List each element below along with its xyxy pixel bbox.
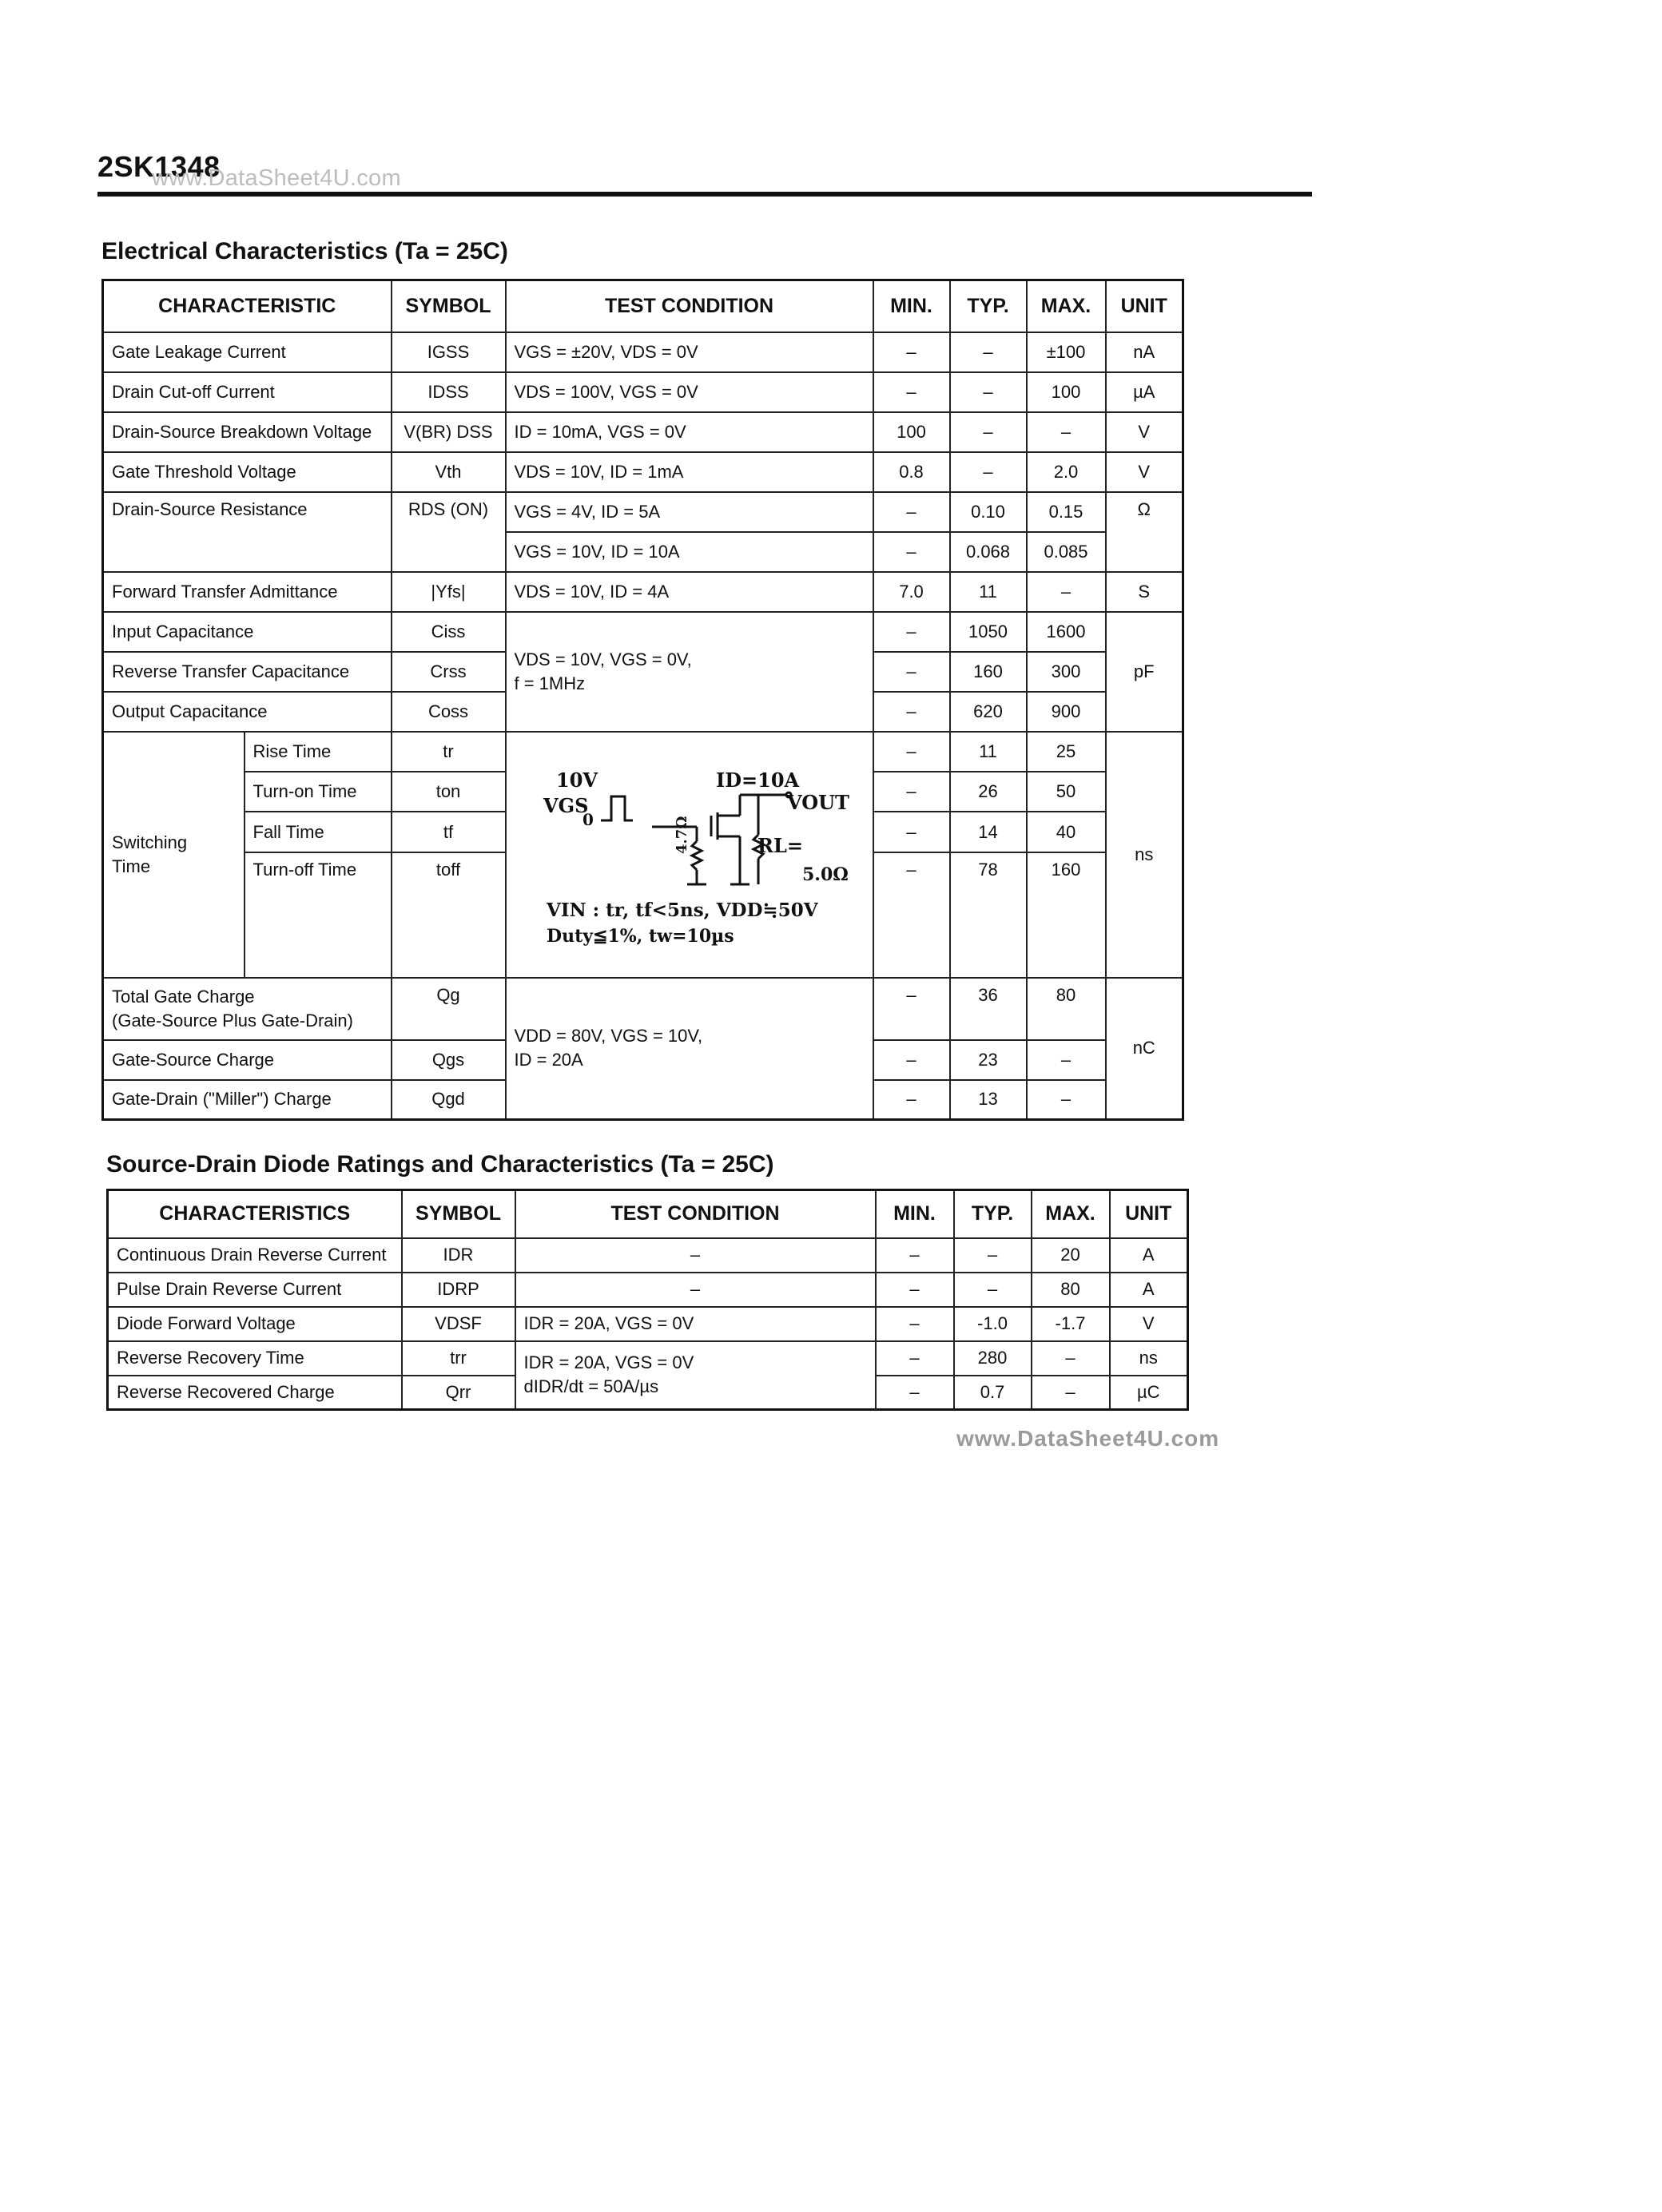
row-typ: – bbox=[950, 372, 1027, 412]
header-characteristic: CHARACTERISTIC bbox=[103, 280, 392, 332]
row-typ: – bbox=[950, 332, 1027, 372]
table-row bbox=[103, 978, 1183, 1040]
row-max: – bbox=[1032, 1341, 1110, 1376]
row-max: 300 bbox=[1027, 652, 1106, 692]
input-pulse-symbol bbox=[601, 796, 633, 820]
row-name: Turn-off Time bbox=[245, 852, 392, 978]
row-min: – bbox=[873, 692, 950, 732]
charge-condition-line2: ID = 20A bbox=[514, 1050, 583, 1070]
row-name: Reverse Transfer Capacitance bbox=[103, 652, 392, 692]
row-name: Drain Cut-off Current bbox=[103, 372, 392, 412]
total-gate-charge-label bbox=[103, 978, 392, 1040]
row-typ: -1.0 bbox=[954, 1307, 1032, 1341]
row-min: – bbox=[876, 1376, 954, 1410]
row-max: – bbox=[1027, 1080, 1106, 1120]
row-symbol: Vth bbox=[392, 452, 506, 492]
header-min: MIN. bbox=[876, 1190, 954, 1238]
row-typ: 0.10 bbox=[950, 492, 1027, 532]
electrical-characteristics-title: Electrical Characteristics (Ta = 25C) bbox=[101, 238, 508, 264]
row-min: – bbox=[873, 492, 950, 532]
row-min: – bbox=[873, 978, 950, 1040]
row-max: – bbox=[1027, 412, 1106, 452]
row-typ: 0.7 bbox=[954, 1376, 1032, 1410]
header-rule bbox=[97, 192, 1312, 197]
header-test-condition: TEST CONDITION bbox=[506, 280, 873, 332]
row-name: Gate-Source Charge bbox=[103, 1040, 392, 1080]
row-name: Gate-Drain ("Miller") Charge bbox=[103, 1080, 392, 1120]
row-symbol: Coss bbox=[392, 692, 506, 732]
table-row bbox=[103, 452, 1183, 492]
row-unit: A bbox=[1110, 1273, 1188, 1307]
switching-circuit-diagram bbox=[507, 733, 873, 977]
row-symbol: ton bbox=[392, 772, 506, 812]
row-unit: nA bbox=[1106, 332, 1183, 372]
row-max: 900 bbox=[1027, 692, 1106, 732]
row-min: – bbox=[873, 772, 950, 812]
header-watermark: www.DataSheet4U.com bbox=[152, 165, 401, 191]
row-name: Pulse Drain Reverse Current bbox=[108, 1273, 402, 1307]
row-max: 80 bbox=[1027, 978, 1106, 1040]
row-typ: 26 bbox=[950, 772, 1027, 812]
table-row bbox=[103, 732, 1183, 772]
row-symbol: trr bbox=[402, 1341, 515, 1376]
capacitance-unit: pF bbox=[1106, 612, 1183, 732]
circuit-rl-label: RL= bbox=[757, 833, 803, 857]
header-max: MAX. bbox=[1027, 280, 1106, 332]
table-header-row bbox=[108, 1190, 1188, 1238]
row-symbol: Qg bbox=[392, 978, 506, 1040]
header-unit: UNIT bbox=[1106, 280, 1183, 332]
row-max: ±100 bbox=[1027, 332, 1106, 372]
row-typ: 0.068 bbox=[950, 532, 1027, 572]
circuit-id-label: ID=10A bbox=[715, 768, 799, 792]
row-min: – bbox=[873, 812, 950, 852]
row-typ: 11 bbox=[950, 732, 1027, 772]
row-typ: 620 bbox=[950, 692, 1027, 732]
row-symbol: VDSF bbox=[402, 1307, 515, 1341]
row-typ: 23 bbox=[950, 1040, 1027, 1080]
total-gate-line1: Total Gate Charge bbox=[112, 986, 255, 1007]
row-unit: µA bbox=[1106, 372, 1183, 412]
row-symbol: V(BR) DSS bbox=[392, 412, 506, 452]
recovery-condition-line2: dIDR/dt = 50A/µs bbox=[523, 1376, 659, 1397]
part-number: 2SK1348 bbox=[97, 150, 221, 183]
row-typ: 1050 bbox=[950, 612, 1027, 652]
row-typ: 78 bbox=[950, 852, 1027, 978]
capacitance-condition-line1: VDS = 10V, VGS = 0V, bbox=[514, 649, 692, 669]
row-min: – bbox=[876, 1273, 954, 1307]
switching-label-line1: Switching bbox=[112, 832, 188, 852]
row-max: 2.0 bbox=[1027, 452, 1106, 492]
header-max: MAX. bbox=[1032, 1190, 1110, 1238]
row-typ: 13 bbox=[950, 1080, 1027, 1120]
row-symbol: IDR bbox=[402, 1238, 515, 1273]
row-max: – bbox=[1027, 572, 1106, 612]
table-row bbox=[103, 572, 1183, 612]
circuit-zero-label: 0 bbox=[582, 809, 594, 829]
row-name: Gate Threshold Voltage bbox=[103, 452, 392, 492]
row-typ: – bbox=[954, 1238, 1032, 1273]
row-symbol: toff bbox=[392, 852, 506, 978]
row-max: 100 bbox=[1027, 372, 1106, 412]
row-unit: S bbox=[1106, 572, 1183, 612]
row-typ: 14 bbox=[950, 812, 1027, 852]
circuit-10v-label: 10V bbox=[555, 768, 598, 792]
row-min: – bbox=[873, 1040, 950, 1080]
header-symbol: SYMBOL bbox=[402, 1190, 515, 1238]
gate-resistor bbox=[692, 841, 702, 870]
header-typ: TYP. bbox=[950, 280, 1027, 332]
row-unit: ns bbox=[1110, 1341, 1188, 1376]
row-symbol: Crss bbox=[392, 652, 506, 692]
header-unit: UNIT bbox=[1110, 1190, 1188, 1238]
table-row bbox=[108, 1307, 1188, 1341]
header-symbol: SYMBOL bbox=[392, 280, 506, 332]
row-max: 0.15 bbox=[1027, 492, 1106, 532]
row-name: Gate Leakage Current bbox=[103, 332, 392, 372]
row-typ: 160 bbox=[950, 652, 1027, 692]
circuit-vout-label: VOUT bbox=[786, 790, 849, 814]
footer-watermark: www.DataSheet4U.com bbox=[956, 1426, 1220, 1451]
table-row bbox=[108, 1238, 1188, 1273]
row-min: – bbox=[873, 532, 950, 572]
row-condition: VDS = 10V, ID = 1mA bbox=[506, 452, 873, 492]
row-max: -1.7 bbox=[1032, 1307, 1110, 1341]
row-min: – bbox=[873, 332, 950, 372]
row-name: Rise Time bbox=[245, 732, 392, 772]
row-typ: – bbox=[954, 1273, 1032, 1307]
row-min: – bbox=[876, 1307, 954, 1341]
electrical-characteristics-table bbox=[101, 279, 1184, 1121]
row-min: 0.8 bbox=[873, 452, 950, 492]
row-condition: – bbox=[515, 1238, 876, 1273]
row-max: 20 bbox=[1032, 1238, 1110, 1273]
row-name: Output Capacitance bbox=[103, 692, 392, 732]
row-max: 1600 bbox=[1027, 612, 1106, 652]
capacitance-condition bbox=[506, 612, 873, 732]
row-name: Fall Time bbox=[245, 812, 392, 852]
row-symbol: IGSS bbox=[392, 332, 506, 372]
row-condition: VGS = 4V, ID = 5A bbox=[506, 492, 873, 532]
row-max: 50 bbox=[1027, 772, 1106, 812]
table-row bbox=[103, 372, 1183, 412]
row-unit: A bbox=[1110, 1238, 1188, 1273]
capacitance-condition-line2: f = 1MHz bbox=[514, 673, 586, 693]
row-condition: VGS = 10V, ID = 10A bbox=[506, 532, 873, 572]
row-typ: – bbox=[950, 452, 1027, 492]
table-row bbox=[103, 412, 1183, 452]
header-typ: TYP. bbox=[954, 1190, 1032, 1238]
row-typ: 280 bbox=[954, 1341, 1032, 1376]
row-name: Forward Transfer Admittance bbox=[103, 572, 392, 612]
row-min: 100 bbox=[873, 412, 950, 452]
row-min: – bbox=[873, 732, 950, 772]
row-max: 160 bbox=[1027, 852, 1106, 978]
circuit-vgs-label: VGS bbox=[543, 793, 588, 817]
row-unit: V bbox=[1110, 1307, 1188, 1341]
circuit-note-line1: VIN : tr, tf<5ns, VDD≒50V bbox=[546, 899, 818, 921]
row-min: – bbox=[873, 612, 950, 652]
row-symbol: Qgd bbox=[392, 1080, 506, 1120]
row-unit: Ω bbox=[1106, 492, 1183, 572]
header-characteristic: CHARACTERISTICS bbox=[108, 1190, 402, 1238]
row-name: Reverse Recovery Time bbox=[108, 1341, 402, 1376]
row-symbol: tr bbox=[392, 732, 506, 772]
row-min: – bbox=[873, 652, 950, 692]
row-condition: VGS = ±20V, VDS = 0V bbox=[506, 332, 873, 372]
switching-test-circuit bbox=[506, 732, 873, 978]
row-condition: VDS = 100V, VGS = 0V bbox=[506, 372, 873, 412]
switching-unit: ns bbox=[1106, 732, 1183, 978]
row-max: – bbox=[1032, 1376, 1110, 1410]
row-symbol: IDRP bbox=[402, 1273, 515, 1307]
row-typ: 11 bbox=[950, 572, 1027, 612]
row-max: 40 bbox=[1027, 812, 1106, 852]
row-name: Reverse Recovered Charge bbox=[108, 1376, 402, 1410]
row-min: 7.0 bbox=[873, 572, 950, 612]
recovery-condition bbox=[515, 1341, 876, 1410]
row-typ: – bbox=[950, 412, 1027, 452]
table-row bbox=[103, 332, 1183, 372]
row-condition: IDR = 20A, VGS = 0V bbox=[515, 1307, 876, 1341]
row-symbol: Qgs bbox=[392, 1040, 506, 1080]
table-row bbox=[108, 1273, 1188, 1307]
total-gate-line2: (Gate-Source Plus Gate-Drain) bbox=[112, 1010, 353, 1031]
table-row bbox=[108, 1341, 1188, 1376]
charge-condition bbox=[506, 978, 873, 1120]
row-condition: VDS = 10V, ID = 4A bbox=[506, 572, 873, 612]
row-min: – bbox=[873, 372, 950, 412]
circuit-rl-value: 5.0Ω bbox=[801, 864, 849, 885]
row-max: – bbox=[1027, 1040, 1106, 1080]
row-name: Input Capacitance bbox=[103, 612, 392, 652]
row-unit: V bbox=[1106, 412, 1183, 452]
row-symbol: tf bbox=[392, 812, 506, 852]
row-typ: 36 bbox=[950, 978, 1027, 1040]
diode-ratings-table bbox=[106, 1189, 1189, 1411]
row-name: Continuous Drain Reverse Current bbox=[108, 1238, 402, 1273]
charge-unit: nC bbox=[1106, 978, 1183, 1120]
circuit-gate-resistor-label: 4.7Ω bbox=[673, 816, 690, 854]
recovery-condition-line1: IDR = 20A, VGS = 0V bbox=[523, 1352, 694, 1373]
row-condition: – bbox=[515, 1273, 876, 1307]
row-name: Drain-Source Breakdown Voltage bbox=[103, 412, 392, 452]
row-unit: µC bbox=[1110, 1376, 1188, 1410]
row-max: 80 bbox=[1032, 1273, 1110, 1307]
row-min: – bbox=[876, 1341, 954, 1376]
row-name: Turn-on Time bbox=[245, 772, 392, 812]
row-symbol: |Yfs| bbox=[392, 572, 506, 612]
row-symbol: Qrr bbox=[402, 1376, 515, 1410]
table-row bbox=[103, 612, 1183, 652]
row-min: – bbox=[876, 1238, 954, 1273]
row-max: 0.085 bbox=[1027, 532, 1106, 572]
table-row bbox=[103, 492, 1183, 532]
header-min: MIN. bbox=[873, 280, 950, 332]
row-condition: ID = 10mA, VGS = 0V bbox=[506, 412, 873, 452]
row-symbol: IDSS bbox=[392, 372, 506, 412]
row-unit: V bbox=[1106, 452, 1183, 492]
row-min: – bbox=[873, 852, 950, 978]
table-header-row bbox=[103, 280, 1183, 332]
charge-condition-line1: VDD = 80V, VGS = 10V, bbox=[514, 1026, 703, 1046]
row-symbol: Ciss bbox=[392, 612, 506, 652]
row-max: 25 bbox=[1027, 732, 1106, 772]
row-min: – bbox=[873, 1080, 950, 1120]
row-symbol: RDS (ON) bbox=[392, 492, 506, 572]
row-name: Diode Forward Voltage bbox=[108, 1307, 402, 1341]
circuit-note-line2: Duty≦1%, tw=10µs bbox=[546, 925, 734, 947]
switching-time-label bbox=[103, 732, 245, 978]
diode-ratings-title: Source-Drain Diode Ratings and Characteristics (Ta = 25C) bbox=[106, 1151, 774, 1177]
row-name: Drain-Source Resistance bbox=[103, 492, 392, 572]
header-test-condition: TEST CONDITION bbox=[515, 1190, 876, 1238]
switching-label-line2: Time bbox=[112, 856, 151, 876]
